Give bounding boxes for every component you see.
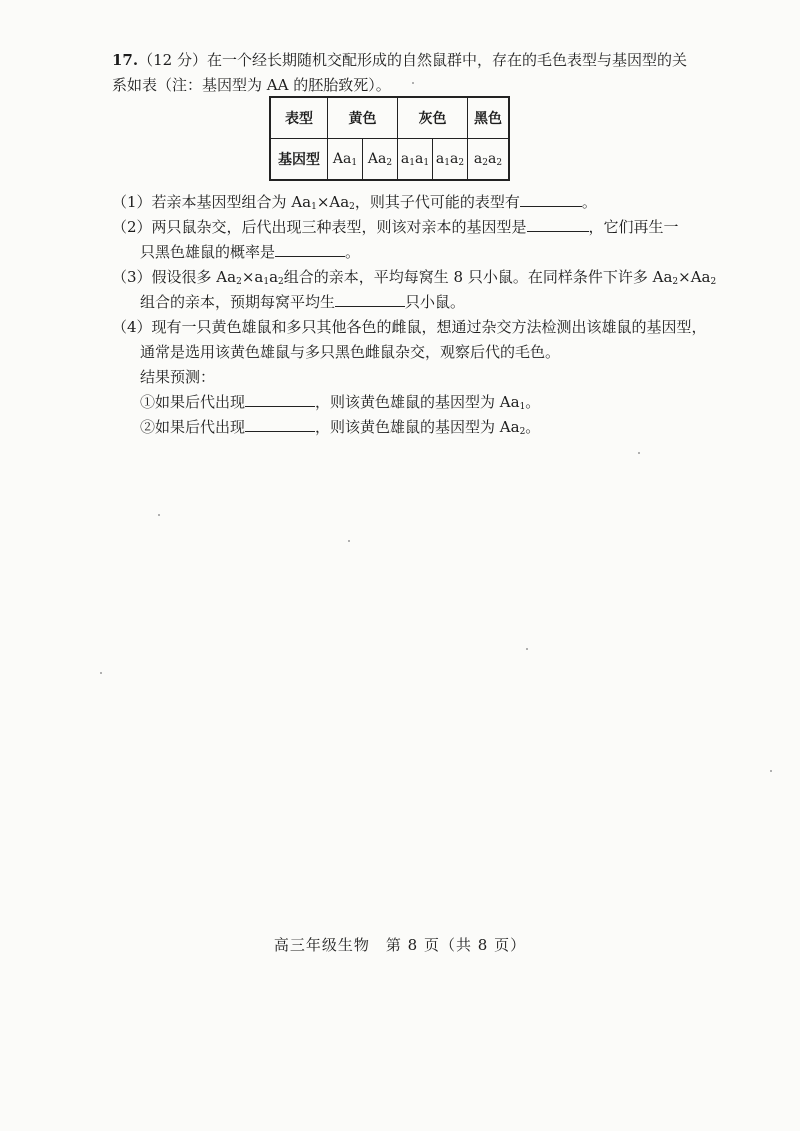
- table-row-label-genotype: 基因型: [270, 139, 328, 181]
- question-intro-line1: （12 分）在一个经长期随机交配形成的自然鼠群中，存在的毛色表型与基因型的关: [138, 51, 687, 69]
- part-4-line1: （4）现有一只黄色雄鼠和多只其他各色的雌鼠，想通过杂交方法检测出该雄鼠的基因型，: [112, 318, 707, 336]
- scan-speck: [412, 82, 414, 84]
- table-cell-genotype: $a_1a_1$: [398, 139, 433, 181]
- part-2-line1: （2）两只鼠杂交，后代出现三种表型，则该对亲本的基因型是 ，它们再生一: [112, 218, 679, 236]
- answer-blank[interactable]: [275, 241, 345, 257]
- part-3-line2: 组合的亲本，预期每窝平均生 只小鼠。: [140, 293, 466, 311]
- scan-speck: [100, 672, 102, 674]
- scan-speck: [526, 648, 528, 650]
- table-cell-yellow: 黄色: [328, 97, 398, 139]
- table-cell-genotype: $a_1a_2$: [433, 139, 468, 181]
- question-header: [112, 48, 702, 98]
- scan-speck: [770, 770, 772, 772]
- answer-blank[interactable]: [245, 416, 315, 432]
- part-2-line2: 只黑色雄鼠的概率是 。: [140, 243, 361, 261]
- table-cell-genotype: $Aa_1$: [328, 139, 363, 181]
- answer-blank[interactable]: [335, 291, 405, 307]
- answer-blank[interactable]: [245, 391, 315, 407]
- part-4-option1: ①如果后代出现 ，则该黄色雄鼠的基因型为 $Aa_1$。: [140, 393, 541, 412]
- page-footer: 高三年级生物 第 8 页（共 8 页）: [273, 936, 527, 954]
- question-intro-line2: 系如表（注：基因型为 AA 的胚胎致死）。: [112, 76, 391, 94]
- question-number: 17.: [112, 51, 139, 69]
- part-4-option2: ②如果后代出现 ，则该黄色雄鼠的基因型为 $Aa_2$。: [140, 418, 541, 437]
- scan-speck: [638, 452, 640, 454]
- answer-blank[interactable]: [520, 191, 582, 207]
- part-3-line1: （3）假设很多 $Aa_2\times a_1a_2$组合的亲本，平均每窝生 8 只小鼠。在同样条件下许多 $Aa_2\times Aa_2$: [112, 268, 717, 287]
- part-1: （1）若亲本基因型组合为 $Aa_1\times Aa_2$，则其子代可能的表型有 。: [112, 193, 597, 212]
- scan-speck: [158, 514, 160, 516]
- table-cell-genotype: $a_2a_2$: [468, 139, 510, 181]
- part-4-line3: 结果预测：: [140, 368, 216, 386]
- part-4-line2: 通常是选用该黄色雄鼠与多只黑色雌鼠杂交，观察后代的毛色。: [140, 343, 561, 361]
- table-cell-black: 黑色: [468, 97, 510, 139]
- table-cell-gray: 灰色: [398, 97, 468, 139]
- scan-speck: [348, 540, 350, 542]
- answer-blank[interactable]: [527, 216, 589, 232]
- genotype-table: [269, 96, 510, 181]
- table-row-label-phenotype: 表型: [270, 97, 328, 139]
- table-cell-genotype: $Aa_2$: [363, 139, 398, 181]
